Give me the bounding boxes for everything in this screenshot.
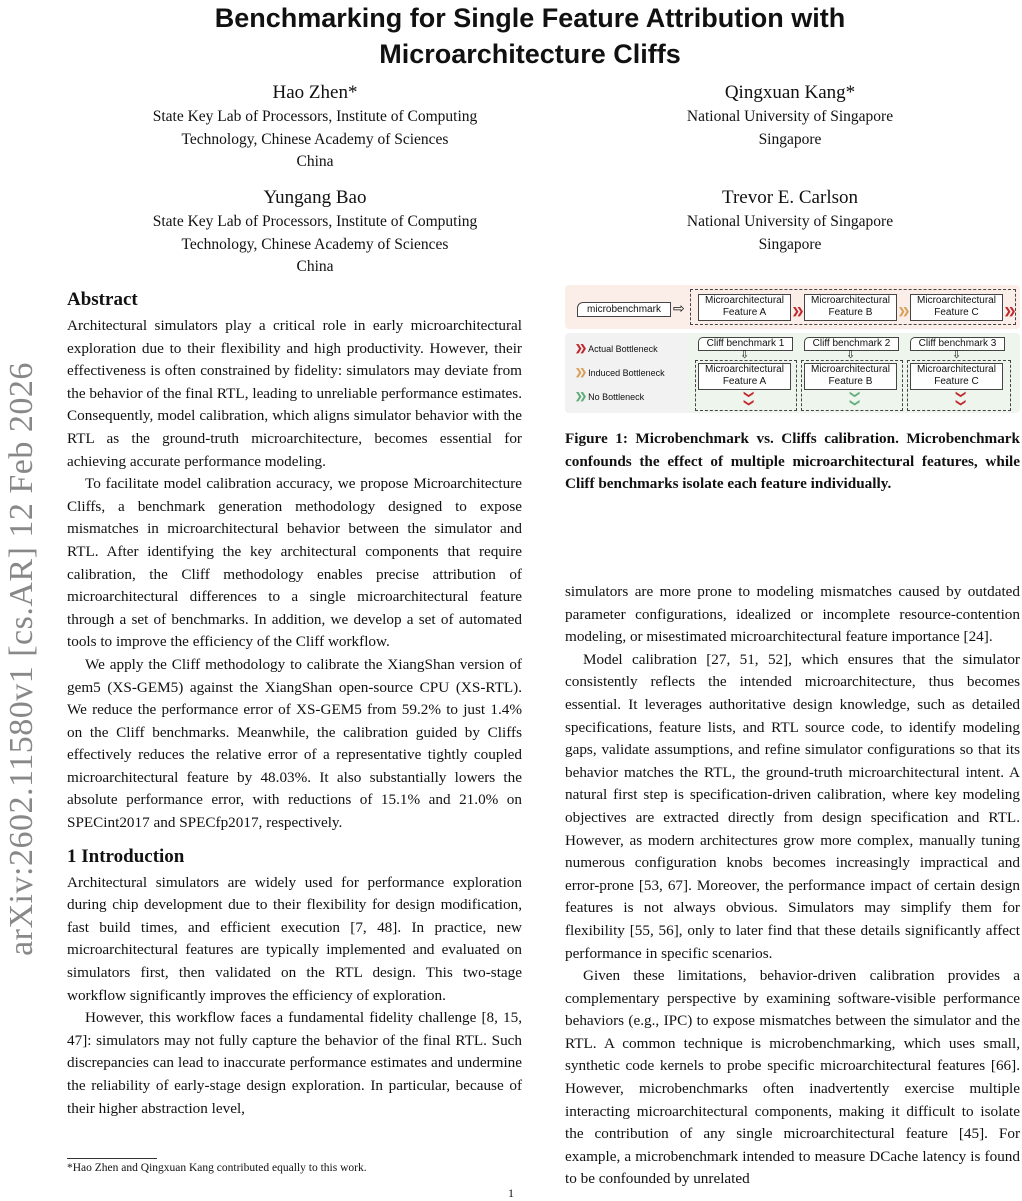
- microbenchmark-box: microbenchmark: [577, 302, 671, 317]
- author-affiliation: Technology, Chinese Academy of Sciences: [181, 235, 449, 253]
- author-affiliation: National University of Singapore: [686, 108, 894, 125]
- legend-item: ❯❯ Actual Bottleneck: [575, 343, 658, 354]
- actual-bottleneck-icon: ❯❯: [742, 390, 754, 407]
- actual-bottleneck-icon: ❯❯: [1004, 306, 1014, 316]
- no-bottleneck-icon: ❯❯: [575, 391, 585, 401]
- author-name: Hao Zhen*: [272, 82, 358, 103]
- no-bottleneck-icon: ❯❯: [848, 390, 860, 407]
- author-affiliation: Technology, Chinese Academy of Sciences: [181, 130, 449, 148]
- arrow-down-icon: ⇩: [846, 349, 856, 361]
- legend-item: ❯❯ No Bottleneck: [575, 391, 645, 402]
- author-affiliation: Singapore: [758, 235, 822, 253]
- abstract-paragraph: We apply the Cliff methodology to calibrate the XiangShan version of gem5 (XS-GEM5) against the XiangShan open-source CPU (XS-RTL). We reduce the performance error of XS-GEM5 from 59.2% to just 1.4% on the Cliff benchmarks. Meanwhile, the calibration guided by Cliffs effectively reduces the relative error of a representative tightly coupled microarchitectural feature by 48.03%. It also substantially lowers the absolute performance error, with reductions of 15.1% and 21.0% on SPECint2017 and SPECfp2017, respectively.: [67, 655, 522, 832]
- author-block: [100, 185, 530, 279]
- arxiv-identifier: arXiv:2602.11580v1 [cs.AR] 12 Feb 2026: [3, 362, 40, 956]
- body-paragraph: Architectural simulators are widely used for performance exploration during chip development due to their flexibility for design modification, fast build times, and efficient execution [7, 48]. In practice, new microarchitectural features are typically implemented and evaluated on simulators first, then validated on the RTL design. This two-stage workflow significantly improves the efficiency of exploration.: [67, 873, 522, 1004]
- body-paragraph: Given these limitations, behavior-driven calibration provides a complementary perspective by examining software-visible performance behaviors (e.g., IPC) to expose mismatches between the simulator and the RTL. A common technique is microbenchmarking, which uses small, synthetic code kernels to probe specific microarchitectural features [66]. However, microbenchmarks often inadvertently exercise multiple interacting microarchitectural components, making it difficult to isolate the contribution of any single microarchitectural feature [45]. For example, a microbenchmark intended to measure DCache latency is found to be confounded by unrelated: [565, 967, 1020, 1188]
- footnote: *Hao Zhen and Qingxuan Kang contributed equally to this work.: [67, 1162, 367, 1174]
- body-paragraph: simulators are more prone to modeling mismatches caused by outdated parameter configurations, idealized or incomplete resource-contention modeling, or misestimated microarchitectural feature importance [24].: [565, 583, 1020, 646]
- left-column: [67, 287, 522, 1120]
- arrow-right-icon: ⇨: [673, 300, 685, 316]
- legend-item: ❯❯ Induced Bottleneck: [575, 367, 665, 378]
- feature-box: Microarchitectural Feature B: [804, 294, 897, 321]
- right-column: [565, 581, 1020, 1191]
- author-affiliation: State Key Lab of Processors, Institute of Computing: [152, 108, 478, 125]
- author-block: [590, 185, 990, 256]
- abstract-paragraph: To facilitate model calibration accuracy, we propose Microarchitecture Cliffs, a benchmark generation methodology designed to expose mismatches in microarchitectural behavior between the simulator and RTL. After identifying the key architectural components that require calibration, the Cliff methodology enables precise attribution of microarchitectural differences to a single microarchitectural feature through a set of benchmarks. In addition, we develop a set of automated tools to improve the efficiency of the Cliff workflow.: [67, 475, 522, 651]
- actual-bottleneck-icon: ❯❯: [954, 390, 966, 407]
- cliff-benchmark-box: Cliff benchmark 1: [698, 337, 793, 351]
- page-number: 1: [508, 1186, 514, 1200]
- feature-box: Microarchitectural Feature C: [910, 363, 1003, 390]
- section-heading: 1 Introduction: [67, 845, 185, 867]
- author-name: Trevor E. Carlson: [722, 187, 858, 208]
- abstract-heading: Abstract: [67, 289, 138, 310]
- author-affiliation: State Key Lab of Processors, Institute of Computing: [152, 213, 478, 230]
- cliff-benchmark-box: Cliff benchmark 3: [910, 337, 1005, 351]
- induced-bottleneck-icon: ❯❯: [898, 306, 908, 316]
- footnote-rule: [67, 1158, 157, 1159]
- feature-box: Microarchitectural Feature C: [910, 294, 1003, 321]
- paper-title: Benchmarking for Single Feature Attribution with Microarchitecture Cliffs: [214, 3, 846, 69]
- feature-box: Microarchitectural Feature B: [804, 363, 897, 390]
- arrow-down-icon: ⇩: [740, 349, 750, 361]
- author-name: Yungang Bao: [263, 187, 367, 208]
- actual-bottleneck-icon: ❯❯: [792, 306, 802, 316]
- actual-bottleneck-icon: ❯❯: [575, 343, 585, 353]
- body-paragraph: Model calibration [27, 51, 52], which ensures that the simulator consistently reflects the intended microarchitecture, thus becomes essential. It leverages authoritative design knowledge, such as detailed specifications, feature lists, and RTL source code, to identify modeling gaps, validate assumptions, and refine simulator configurations so that its behavior matches the RTL, the ground-truth microarchitectural intent. A natural first step is specification-driven calibration, where key modeling objectives are extracted directly from design specification and RTL. However, as modern architectures grow more complex, manually tuning numerous configuration knobs becomes increasingly impractical and error-prone [53, 67]. Moreover, the performance impact of certain design features is not always obvious. Simulators may simplify them for flexibility [55, 56], only to later find that these details significantly affect performance in specific scenarios.: [565, 650, 1020, 962]
- body-paragraph: However, this workflow faces a fundamental fidelity challenge [8, 15, 47]: simulators may not fully capture the behavior of the final RTL. Such discrepancies can lead to inaccurate performance estimates and undermine the reliability of early-stage design exploration. In particular, because of their higher abstraction level,: [67, 1009, 522, 1117]
- author-block: [100, 80, 530, 174]
- induced-bottleneck-icon: ❯❯: [575, 367, 585, 377]
- figure-1: [565, 283, 1020, 412]
- author-affiliation: China: [296, 153, 334, 170]
- figure-caption: Figure 1: Microbenchmark vs. Cliffs calibration. Microbenchmark confounds the effect of multiple microarchitectural features, while Cliff benchmarks isolate each feature individually.: [565, 430, 1020, 493]
- abstract-paragraph: Architectural simulators play a critical role in early microarchitectural exploration due to their flexibility and high productivity. However, their effectiveness is often constrained by fidelity: simulators may deviate from the behavior of the final RTL, leading to unreliable performance estimates. Consequently, model calibration, which aligns simulator behavior with the RTL as the ground-truth microarchitecture, becomes essential for achieving accurate performance modeling.: [67, 317, 522, 470]
- author-block: [590, 80, 990, 151]
- author-name: Qingxuan Kang*: [724, 82, 856, 103]
- author-affiliation: Singapore: [758, 130, 822, 148]
- author-affiliation: National University of Singapore: [686, 213, 894, 230]
- cliff-benchmark-box: Cliff benchmark 2: [804, 337, 899, 351]
- feature-box: Microarchitectural Feature A: [698, 363, 791, 390]
- feature-box: Microarchitectural Feature A: [698, 294, 791, 321]
- author-affiliation: China: [296, 258, 334, 275]
- arrow-down-icon: ⇩: [952, 349, 962, 361]
